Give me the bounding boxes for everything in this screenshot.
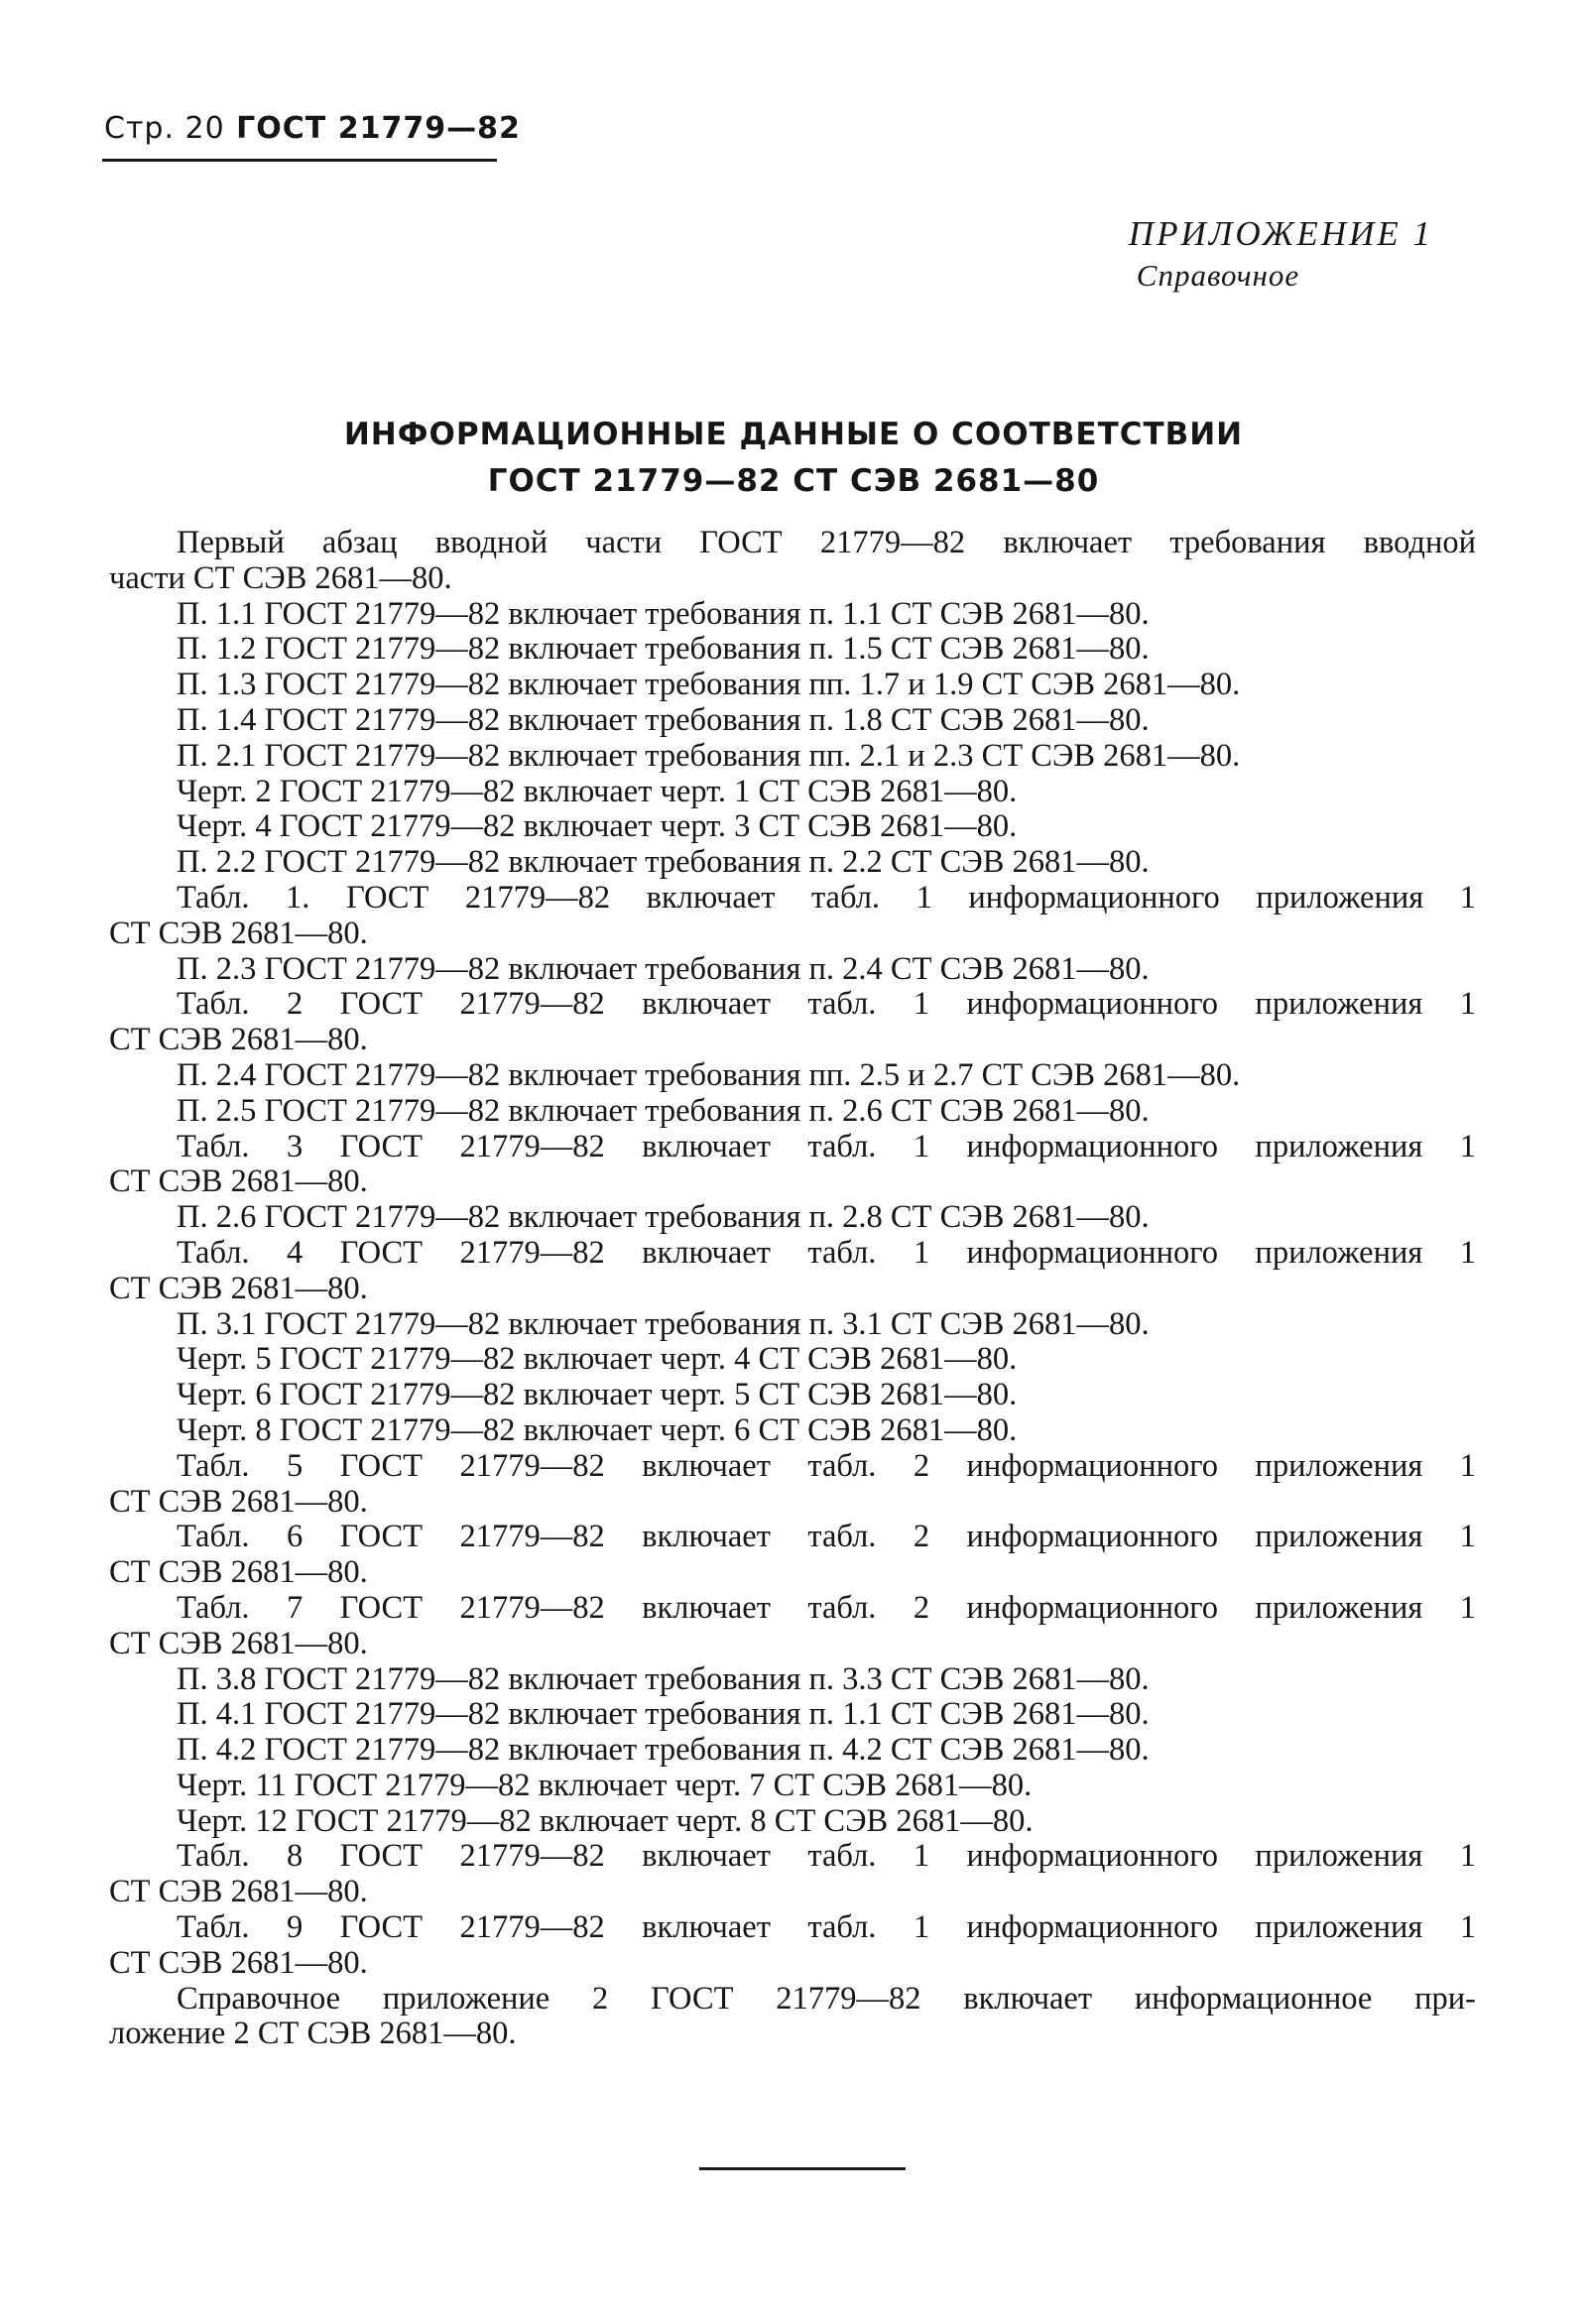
page-number: Стр. 20	[104, 111, 225, 146]
header-rule	[102, 159, 497, 162]
text-line: Табл. 5 ГОСТ 21779—82 включает табл. 2 информационного приложения 1	[177, 1448, 1476, 1484]
text-line: Черт. 6 ГОСТ 21779—82 включает черт. 5 СТ СЭВ 2681—80.	[177, 1377, 1018, 1413]
text-line: П. 2.3 ГОСТ 21779—82 включает требования п. 2.4 СТ СЭВ 2681—80.	[177, 950, 1150, 987]
text-line: СТ СЭВ 2681—80.	[109, 1270, 368, 1306]
text-line: П. 1.4 ГОСТ 21779—82 включает требования п. 1.8 СТ СЭВ 2681—80.	[177, 701, 1150, 738]
text-line: Табл. 7 ГОСТ 21779—82 включает табл. 2 информационного приложения 1	[177, 1590, 1476, 1626]
text-line: Черт. 4 ГОСТ 21779—82 включает черт. 3 СТ СЭВ 2681—80.	[177, 808, 1018, 845]
standard-designation: ГОСТ 21779—82	[236, 111, 521, 146]
text-line: части СТ СЭВ 2681—80.	[109, 559, 452, 596]
text-line: П. 3.8 ГОСТ 21779—82 включает требования п. 3.3 СТ СЭВ 2681—80.	[177, 1660, 1150, 1697]
appendix-label	[1129, 214, 1433, 294]
text-line: СТ СЭВ 2681—80.	[109, 915, 368, 951]
text-line: Черт. 11 ГОСТ 21779—82 включает черт. 7 СТ СЭВ 2681—80.	[177, 1767, 1033, 1803]
running-header	[104, 111, 521, 146]
document-body	[109, 526, 1476, 2052]
appendix-title: ПРИЛОЖЕНИЕ 1	[1128, 214, 1433, 253]
text-line: СТ СЭВ 2681—80.	[109, 1022, 368, 1058]
document-title	[0, 412, 1587, 505]
title-line-2: ГОСТ 21779—82 СТ СЭВ 2681—80	[487, 463, 1100, 499]
text-line: Черт. 12 ГОСТ 21779—82 включает черт. 8 СТ СЭВ 2681—80.	[177, 1802, 1034, 1839]
text-line: П. 2.4 ГОСТ 21779—82 включает требования пп. 2.5 и 2.7 СТ СЭВ 2681—80.	[177, 1056, 1241, 1093]
text-line: П. 2.6 ГОСТ 21779—82 включает требования п. 2.8 СТ СЭВ 2681—80.	[177, 1199, 1150, 1236]
text-line: СТ СЭВ 2681—80.	[109, 1554, 368, 1591]
text-line: Первый абзац вводной части ГОСТ 21779—82 включает требования вводной	[177, 526, 1476, 560]
text-line: Табл. 1. ГОСТ 21779—82 включает табл. 1 информационного приложения 1	[177, 880, 1476, 916]
appendix-type: Справочное	[1136, 258, 1300, 293]
text-line: П. 4.1 ГОСТ 21779—82 включает требования п. 1.1 СТ СЭВ 2681—80.	[177, 1696, 1150, 1733]
text-line: Табл. 2 ГОСТ 21779—82 включает табл. 1 информационного приложения 1	[177, 987, 1476, 1023]
text-line: Справочное приложение 2 ГОСТ 21779—82 включает информационное при-	[177, 1981, 1476, 2017]
text-line: Черт. 8 ГОСТ 21779—82 включает черт. 6 СТ СЭВ 2681—80.	[177, 1411, 1018, 1448]
text-line: СТ СЭВ 2681—80.	[109, 1483, 368, 1520]
text-line: П. 2.1 ГОСТ 21779—82 включает требования пп. 2.1 и 2.3 СТ СЭВ 2681—80.	[177, 737, 1241, 774]
title-line-1: ИНФОРМАЦИОННЫЕ ДАННЫЕ О СООТВЕТСТВИИ	[343, 417, 1244, 452]
text-line: П. 1.3 ГОСТ 21779—82 включает требования пп. 1.7 и 1.9 СТ СЭВ 2681—80.	[177, 667, 1241, 703]
text-line: П. 1.1 ГОСТ 21779—82 включает требования п. 1.1 СТ СЭВ 2681—80.	[177, 595, 1150, 632]
text-line: П. 1.2 ГОСТ 21779—82 включает требования п. 1.5 СТ СЭВ 2681—80.	[177, 631, 1150, 668]
text-line: П. 2.2 ГОСТ 21779—82 включает требования п. 2.2 СТ СЭВ 2681—80.	[177, 844, 1150, 881]
text-line: П. 2.5 ГОСТ 21779—82 включает требования п. 2.6 СТ СЭВ 2681—80.	[177, 1092, 1150, 1129]
text-line: ложение 2 СТ СЭВ 2681—80.	[109, 2016, 517, 2052]
text-line: СТ СЭВ 2681—80.	[109, 1163, 368, 1200]
text-line: П. 3.1 ГОСТ 21779—82 включает требования п. 3.1 СТ СЭВ 2681—80.	[177, 1305, 1150, 1342]
text-line: Черт. 5 ГОСТ 21779—82 включает черт. 4 СТ СЭВ 2681—80.	[177, 1341, 1018, 1378]
text-line: Черт. 2 ГОСТ 21779—82 включает черт. 1 СТ СЭВ 2681—80.	[177, 773, 1018, 809]
text-line: СТ СЭВ 2681—80.	[109, 1625, 368, 1661]
text-line: П. 4.2 ГОСТ 21779—82 включает требования п. 4.2 СТ СЭВ 2681—80.	[177, 1732, 1150, 1769]
text-line: СТ СЭВ 2681—80.	[109, 1874, 368, 1910]
text-line: Табл. 6 ГОСТ 21779—82 включает табл. 2 информационного приложения 1	[177, 1520, 1476, 1555]
text-line: Табл. 3 ГОСТ 21779—82 включает табл. 1 информационного приложения 1	[177, 1129, 1476, 1164]
text-line: СТ СЭВ 2681—80.	[109, 1944, 368, 1981]
text-line: Табл. 4 ГОСТ 21779—82 включает табл. 1 информационного приложения 1	[177, 1235, 1476, 1271]
end-rule	[699, 2167, 906, 2170]
text-line: Табл. 9 ГОСТ 21779—82 включает табл. 1 информационного приложения 1	[177, 1910, 1476, 1946]
text-line: Табл. 8 ГОСТ 21779—82 включает табл. 1 информационного приложения 1	[177, 1839, 1476, 1875]
